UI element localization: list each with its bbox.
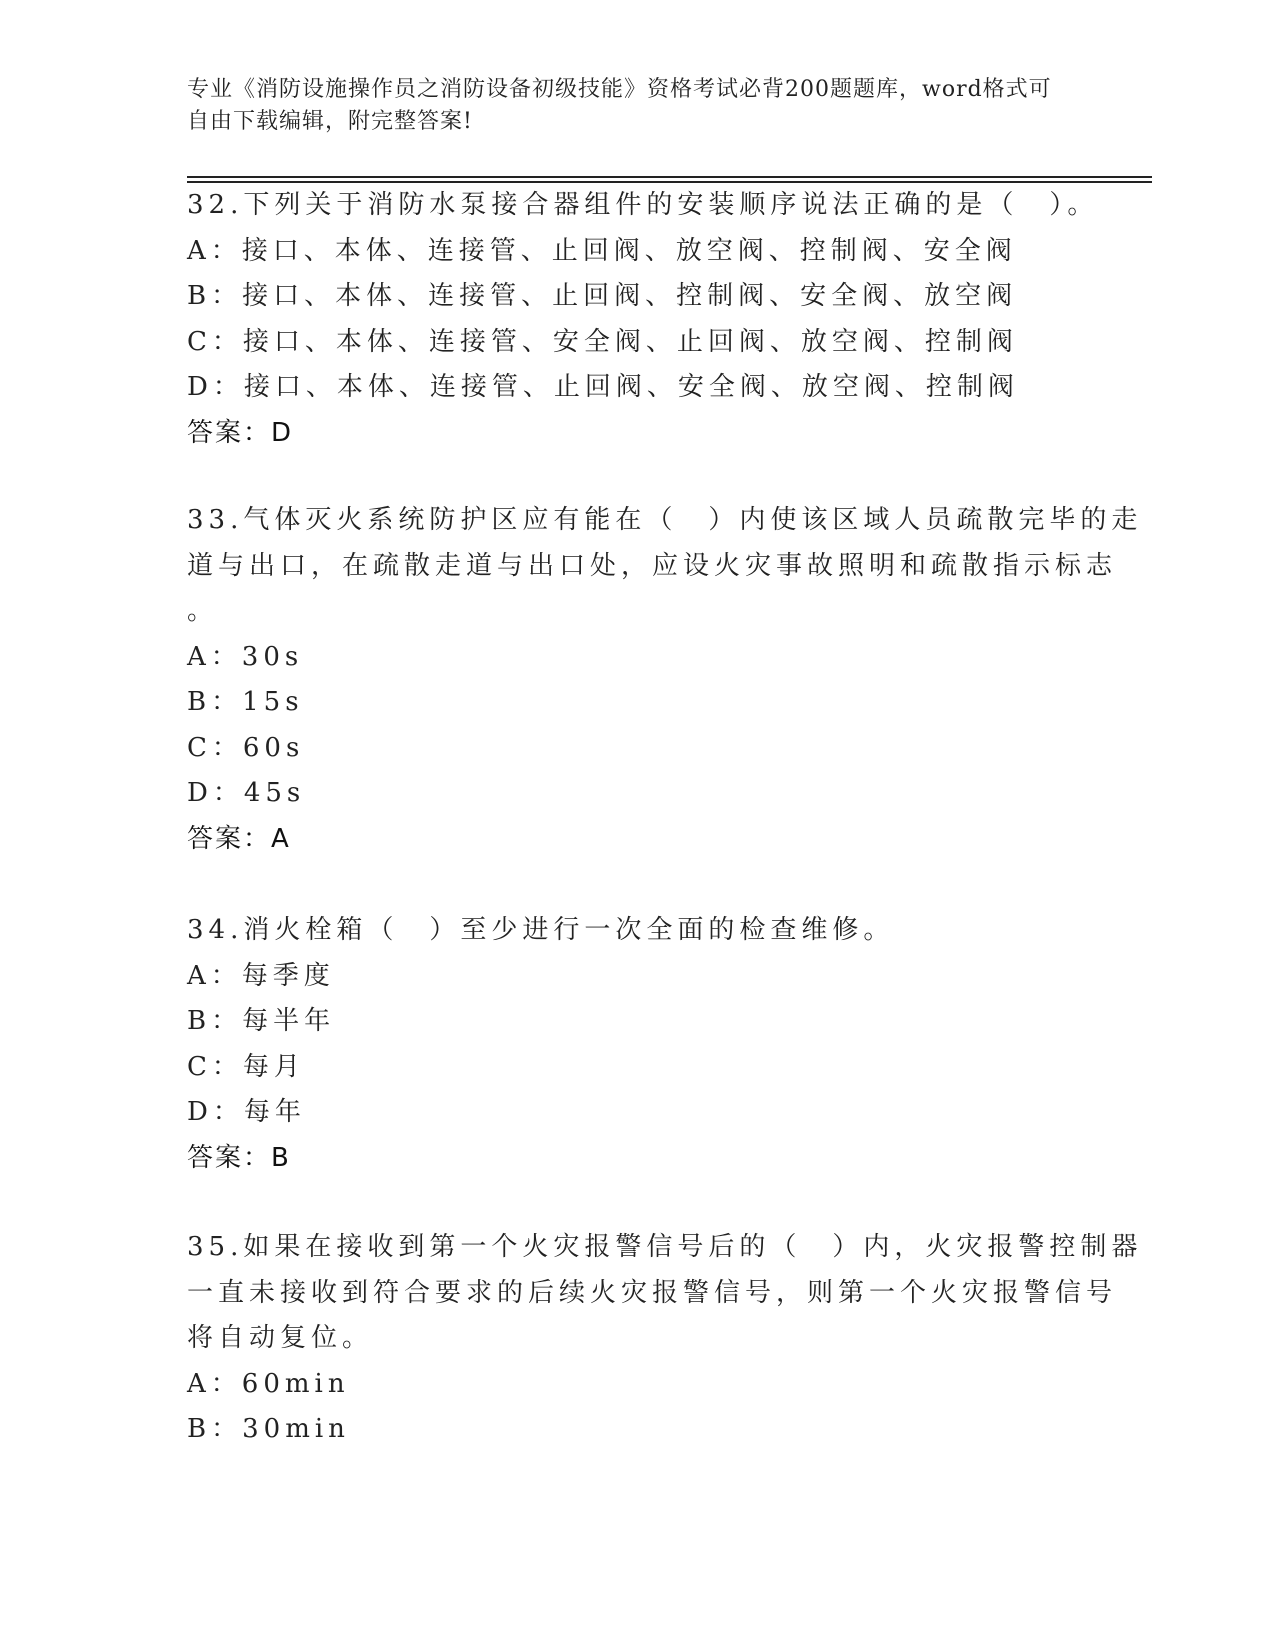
question-stem-line-1: 35.如果在接收到第一个火灾报警信号后的（ ）内，火灾报警控制器 [187, 1232, 1143, 1262]
question-stem-line-2: 道与出口，在疏散走道与出口处，应设火灾事故照明和疏散指示标志 [187, 550, 1118, 581]
option-c: C：接口、本体、连接管、安全阀、止回阀、放空阀、控制阀 [187, 326, 1018, 357]
option-b: B：接口、本体、连接管、止回阀、控制阀、安全阀、放空阀 [187, 281, 1018, 311]
header-text: 专业《消防设施操作员之消防设备初级技能》资格考试必背200题题库，word格式可自由下载编辑，附完整答案! [187, 77, 1052, 134]
answer: 答案：B [187, 1142, 291, 1173]
option-b: B：15s [187, 687, 304, 717]
question-stem: 34.消火栓箱（ ）至少进行一次全面的检查维修。 [187, 915, 895, 945]
header-divider-top [187, 176, 1152, 178]
question-35 [187, 1225, 1143, 1453]
question-stem-line-2: 一直未接收到符合要求的后续火灾报警信号，则第一个火灾报警信号 [187, 1277, 1118, 1308]
option-c: C：60s [187, 732, 305, 763]
option-d: D：接口、本体、连接管、止回阀、安全阀、放空阀、控制阀 [187, 372, 1019, 402]
option-d: D：每年 [187, 1097, 306, 1127]
option-b: B：30min [187, 1414, 350, 1444]
question-32 [187, 183, 1099, 456]
option-a: A：每季度 [187, 960, 335, 991]
document-header [187, 74, 1067, 138]
option-a: A：60min [187, 1368, 350, 1399]
question-stem-line-3: 。 [187, 596, 219, 626]
option-a: A：接口、本体、连接管、止回阀、放空阀、控制阀、安全阀 [187, 235, 1017, 266]
question-stem-line-1: 33.气体灭火系统防护区应有能在（ ）内使该区域人员疏散完毕的走 [187, 505, 1143, 535]
option-b: B：每半年 [187, 1006, 336, 1036]
question-33 [187, 498, 1143, 862]
question-stem-line-3: 将自动复位。 [187, 1323, 374, 1353]
question-stem: 32.下列关于消防水泵接合器组件的安装顺序说法正确的是（ ）。 [187, 190, 1099, 220]
option-d: D：45s [187, 778, 306, 808]
answer: 答案：A [187, 823, 291, 854]
answer: 答案：D [187, 417, 294, 448]
question-34 [187, 908, 1087, 1181]
option-c: C：每月 [187, 1051, 305, 1082]
option-a: A：30s [187, 641, 304, 672]
